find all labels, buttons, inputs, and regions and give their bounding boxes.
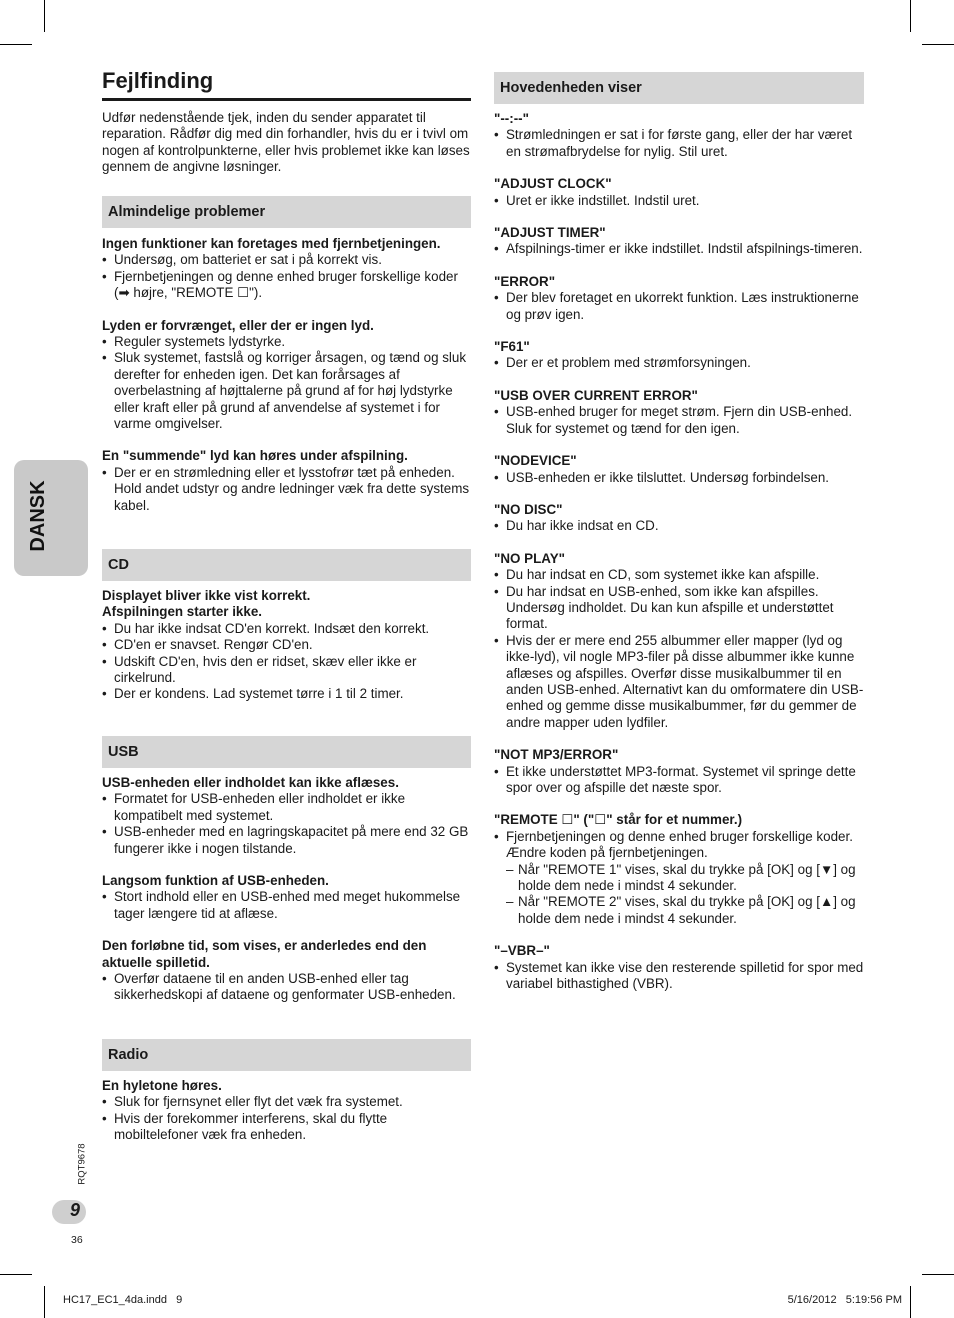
crop-mark bbox=[0, 1274, 32, 1275]
display-message: "REMOTE ☐" ("☐" står for et nummer.) bbox=[494, 812, 743, 828]
display-message: "ADJUST CLOCK" bbox=[494, 176, 612, 192]
section-general-heading: Almindelige problemer bbox=[102, 196, 471, 228]
solution-item: • Et ikke understøttet MP3-format. Systemet vil springe dette spor over og afspille det næste spor. bbox=[494, 764, 864, 797]
solution-item: • Formatet for USB-enheden eller indholdet er ikke kompatibelt med systemet. bbox=[102, 791, 471, 824]
problem-title: USB-enheden eller indholdet kan ikke aflæses. bbox=[102, 775, 399, 790]
crop-mark bbox=[922, 44, 954, 45]
solution-item: • Stort indhold eller en USB-enhed med meget hukommelse tager længere tid at aflæse. bbox=[102, 889, 471, 922]
crop-mark bbox=[0, 44, 32, 45]
general-problems bbox=[102, 236, 471, 514]
solution-item: • Afspilnings-timer er ikke indstillet. Indstil afspilnings-timeren. bbox=[494, 241, 864, 257]
solution-item: • USB-enheden er ikke tilsluttet. Undersøg forbindelsen. bbox=[494, 470, 864, 486]
solution-item: • USB-enhed bruger for meget strøm. Fjern din USB-enhed. Sluk for systemet og tænd for den igen. bbox=[494, 404, 864, 437]
display-message: "NODEVICE" bbox=[494, 453, 577, 469]
problem-title: Displayet bliver ikke vist korrekt. bbox=[102, 588, 311, 603]
solution-item: • Sluk for fjernsynet eller flyt det væk fra systemet. bbox=[102, 1094, 471, 1110]
solution-item: • Du har ikke indsat CD'en korrekt. Indsæt den korrekt. bbox=[102, 621, 471, 637]
section-radio-heading: Radio bbox=[102, 1039, 471, 1071]
footer-file-name: HC17_EC1_4da.indd 9 bbox=[63, 1294, 183, 1306]
display-messages bbox=[494, 111, 864, 992]
display-message: "NO PLAY" bbox=[494, 550, 565, 566]
page-number: 9 bbox=[70, 1200, 81, 1220]
section-display-heading: Hovedenheden viser bbox=[494, 72, 864, 104]
title-rule bbox=[102, 98, 471, 101]
solution-item: • Fjernbetjeningen og denne enhed bruger forskellige koder (➡ højre, "REMOTE ☐"). bbox=[102, 269, 471, 302]
usb-problems bbox=[102, 775, 471, 1004]
crop-mark bbox=[910, 0, 911, 32]
intro-text: Udfør nedenstående tjek, inden du sender apparatet til reparation. Rådfør dig med din forhandler, hvis du er i tvivl om nogen af kontrolpunkterne, eller hvis problemet ikke kan løses gennem de angivne løsninger. bbox=[102, 110, 470, 175]
display-message: "–VBR–" bbox=[494, 943, 550, 959]
cd-problems bbox=[102, 588, 471, 703]
problem-title: Afspilningen starter ikke. bbox=[102, 604, 262, 620]
solution-item: • Udskift CD'en, hvis den er ridset, skæv eller ikke er cirkelrund. bbox=[102, 654, 471, 687]
crop-mark bbox=[910, 1286, 911, 1318]
display-message: "--:--" bbox=[494, 111, 529, 126]
sub-solution-item: – Når "REMOTE 2" vises, skal du trykke på [OK] og [▲] og holde dem nede i mindst 4 sekunder. bbox=[494, 894, 864, 927]
radio-problems bbox=[102, 1078, 471, 1144]
solution-item: • Sluk systemet, fastslå og korriger årsagen, og tænd og sluk derefter for enheden igen. Det kan forårsages af overbelastning af højttalerne på grund af for høj lydstyrke eller kraft eller på grund af anvendelse af systemet i for varme omgivelser. bbox=[102, 350, 471, 432]
document-code: RQT9678 bbox=[76, 1143, 88, 1185]
problem-title: En hyletone høres. bbox=[102, 1078, 222, 1093]
display-message: "NOT MP3/ERROR" bbox=[494, 747, 619, 763]
solution-item: • Undersøg, om batteriet er sat i på korrekt vis. bbox=[102, 252, 471, 268]
solution-item: • Overfør dataene til en anden USB-enhed eller tag sikkerhedskopi af dataene og genformater USB-enheden. bbox=[102, 971, 471, 1004]
display-message: "F61" bbox=[494, 339, 530, 355]
solution-item: • Du har indsat en CD, som systemet ikke kan afspille. bbox=[494, 567, 864, 583]
problem-title: Langsom funktion af USB-enheden. bbox=[102, 873, 329, 889]
solution-item: • Du har indsat en USB-enhed, som ikke kan afspilles. Undersøg indholdet. Du kan kun afspille et understøttet format. bbox=[494, 584, 864, 633]
crop-mark bbox=[922, 1274, 954, 1275]
solution-item: • Reguler systemets lydstyrke. bbox=[102, 334, 471, 350]
solution-item: • Der er kondens. Lad systemet tørre i 1 til 2 timer. bbox=[102, 686, 471, 702]
solution-item: • Uret er ikke indstillet. Indstil uret. bbox=[494, 193, 864, 209]
solution-item: • Strømledningen er sat i for første gang, eller der har været en strømafbrydelse for nylig. Stil uret. bbox=[494, 127, 864, 160]
solution-item: • Du har ikke indsat en CD. bbox=[494, 518, 864, 534]
section-usb-heading: USB bbox=[102, 736, 471, 768]
footer-timestamp: 5/16/2012 5:19:56 PM bbox=[787, 1294, 902, 1306]
section-cd-heading: CD bbox=[102, 549, 471, 581]
solution-item: • USB-enheder med en lagringskapacitet på mere end 32 GB fungerer ikke i nogen tilstande. bbox=[102, 824, 471, 857]
display-message: "ERROR" bbox=[494, 273, 556, 289]
crop-mark bbox=[44, 1286, 45, 1318]
solution-item: • Hvis der forekommer interferens, skal du flytte mobiltelefoner væk fra enheden. bbox=[102, 1111, 471, 1144]
sub-solution-item: – Når "REMOTE 1" vises, skal du trykke på [OK] og [▼] og holde dem nede i mindst 4 sekunder. bbox=[494, 862, 864, 895]
page-number-badge bbox=[52, 1200, 86, 1224]
language-tab-label: DANSK bbox=[27, 480, 49, 552]
problem-title: Ingen funktioner kan foretages med fjernbetjeningen. bbox=[102, 236, 441, 251]
solution-item: • Der blev foretaget en ukorrekt funktion. Læs instruktionerne og prøv igen. bbox=[494, 290, 864, 323]
page-sub-number: 36 bbox=[71, 1234, 83, 1246]
problem-title: Den forløbne tid, som vises, er anderledes end den aktuelle spilletid. bbox=[102, 938, 427, 970]
solution-item: • Der er en strømledning eller et lysstofrør tæt på enheden. Hold andet udstyr og andre ledninger væk fra dette systems kabel. bbox=[102, 465, 471, 514]
problem-title: En "summende" lyd kan høres under afspilning. bbox=[102, 448, 408, 464]
solution-item: • Der er et problem med strømforsyningen. bbox=[494, 355, 864, 371]
solution-item: • Hvis der er mere end 255 albummer eller mapper (lyd og ikke-lyd), vil nogle MP3-filer på disse albummer ikke kunne aflæses og afspilles. Overfør disse musikalbummer til en anden USB-enhed. Alternativt kan du omformatere din USB-enhed og gemme disse musikalbummer, før du gemmer de andre mapper uden lydfiler. bbox=[494, 633, 864, 731]
problem-title: Lyden er forvrænget, eller der er ingen lyd. bbox=[102, 317, 374, 333]
crop-mark bbox=[44, 0, 45, 32]
page-title: Fejlfinding bbox=[102, 68, 214, 93]
display-message: "ADJUST TIMER" bbox=[494, 225, 606, 241]
display-message: "NO DISC" bbox=[494, 501, 563, 517]
display-message: "USB OVER CURRENT ERROR" bbox=[494, 387, 698, 403]
solution-item: • Fjernbetjeningen og denne enhed bruger forskellige koder. Ændre koden på fjernbetjeningen. bbox=[494, 829, 864, 862]
solution-item: • CD'en er snavset. Rengør CD'en. bbox=[102, 637, 471, 653]
solution-item: • Systemet kan ikke vise den resterende spilletid for spor med variabel bithastighed (VBR). bbox=[494, 960, 864, 993]
